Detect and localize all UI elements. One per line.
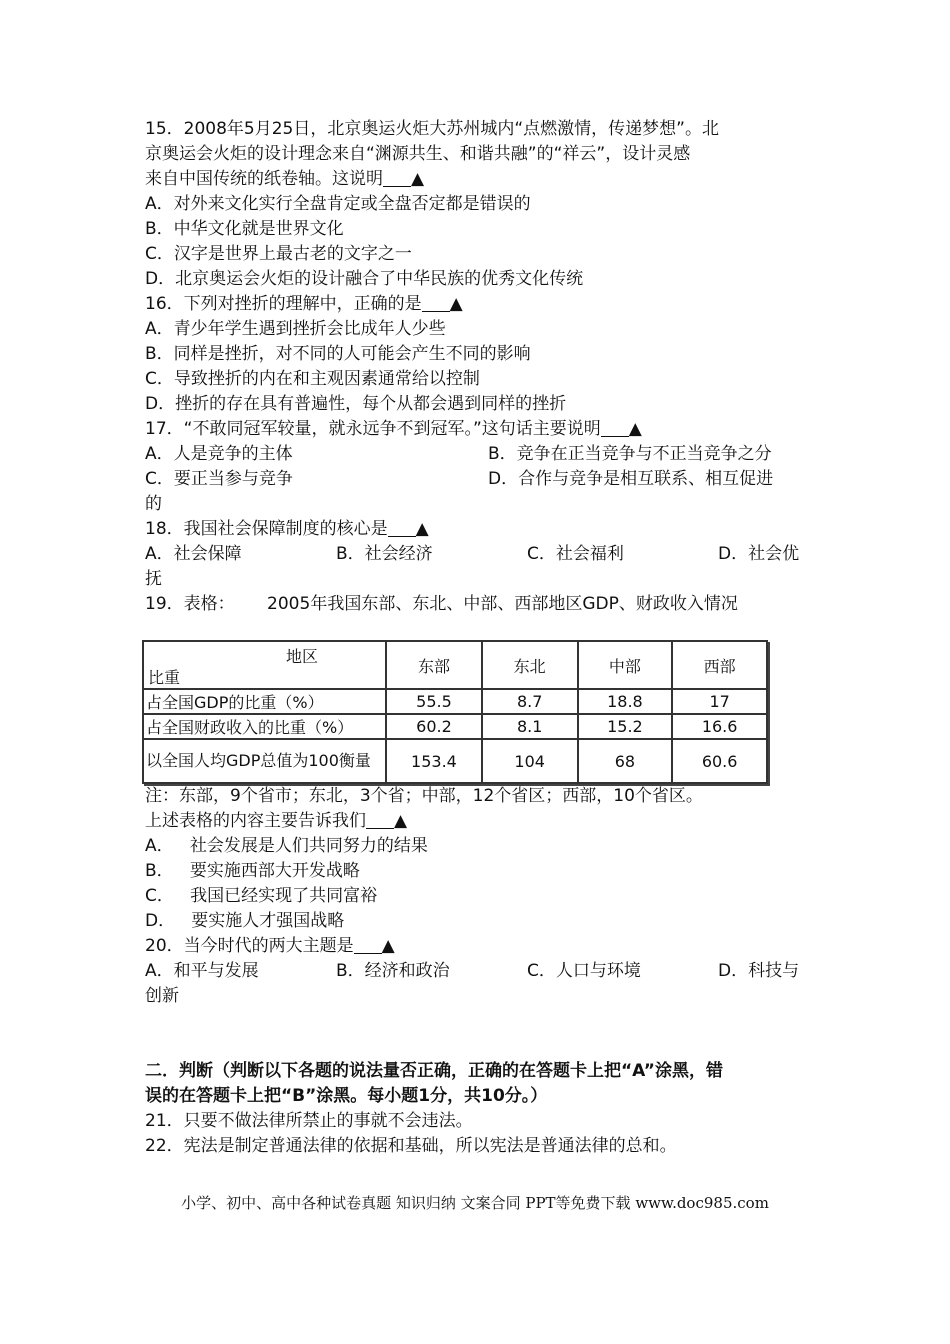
column-header-west: 西部 (672, 641, 767, 689)
q20-option-c: C．人口与环境 (527, 961, 641, 981)
q19-ask: 上述表格的内容主要告诉我们 ▲ (145, 811, 408, 831)
q19-option-b: B． 要实施西部大开发战略 (145, 861, 360, 881)
q17-option-d-continued: 的 (145, 494, 162, 514)
q19-option-a: A． 社会发展是人们共同努力的结果 (145, 836, 428, 856)
table-cell: 8.7 (482, 689, 578, 714)
q20-option-b: B．经济和政治 (336, 961, 450, 981)
answer-blank (601, 418, 629, 437)
corner-label-share: 比重 (148, 668, 181, 687)
answer-blank (354, 935, 382, 954)
q20-option-a: A．和平与发展 (145, 961, 259, 981)
q16-option-b: B．同样是挫折，对不同的人可能会产生不同的影响 (145, 344, 531, 364)
row-label: 占全国GDP的比重（%） (143, 689, 386, 714)
triangle-marker-icon: ▲ (449, 294, 463, 314)
q20-option-d-continued: 创新 (145, 986, 179, 1006)
table-cell: 60.2 (386, 714, 482, 739)
q18-option-c: C．社会福利 (527, 544, 624, 564)
triangle-marker-icon: ▲ (381, 936, 395, 956)
table-header-row (143, 641, 767, 689)
q15-option-d: D．北京奥运会火炬的设计融合了中华民族的优秀文化传统 (145, 269, 584, 289)
table-cell: 55.5 (386, 689, 482, 714)
answer-blank (366, 810, 394, 829)
q16-option-d: D．挫折的存在具有普遍性，每个从都会遇到同样的挫折 (145, 394, 567, 414)
q15-option-c: C．汉字是世界上最古老的文字之一 (145, 244, 412, 264)
q15-stem-line2: 京奥运会火炬的设计理念来自“渊源共生、和谐共融”的“祥云”，设计灵感 (145, 144, 691, 164)
q15-option-b: B．中华文化就是世界文化 (145, 219, 344, 239)
table-cell: 68 (578, 739, 673, 783)
section2-title-line1: 二．判断（判断以下各题的说法量否正确，正确的在答题卡上把“A”涂黑，错 (145, 1061, 723, 1081)
table-row (143, 714, 767, 739)
row-label: 占全国财政收入的比重（%） (143, 714, 386, 739)
q17-option-c: C．要正当参与竞争 (145, 469, 293, 489)
page-footer: 小学、初中、高中各种试卷真题 知识归纳 文案合同 PPT等免费下载 www.doc985.com (181, 1194, 769, 1212)
q19-stem: 19．表格： 2005年我国东部、东北、中部、西部地区GDP、财政收入情况 (145, 594, 738, 614)
triangle-marker-icon: ▲ (411, 169, 425, 189)
table-cell: 16.6 (672, 714, 767, 739)
triangle-marker-icon: ▲ (628, 419, 642, 439)
triangle-marker-icon: ▲ (415, 519, 429, 539)
q16-option-c: C．导致挫折的内在和主观因素通常给以控制 (145, 369, 480, 389)
column-header-central: 中部 (578, 641, 673, 689)
row-label: 以全国人均GDP总值为100衡量 (143, 739, 386, 783)
table-cell: 17 (672, 689, 767, 714)
table-corner-cell (143, 641, 386, 689)
q18-option-b: B．社会经济 (336, 544, 433, 564)
table-cell: 8.1 (482, 714, 578, 739)
section2-title-line2: 误的在答题卡上把“B”涂黑。每小题1分，共10分。） (145, 1086, 548, 1106)
q21-statement: 21．只要不做法律所禁止的事就不会违法。 (145, 1111, 473, 1131)
q15-stem-line1: 15．2008年5月25日，北京奥运火炬大苏州城内“点燃激情，传递梦想”。北 (145, 119, 719, 139)
corner-label-region: 地区 (286, 647, 319, 666)
table-cell: 18.8 (578, 689, 673, 714)
q18-option-d: D．社会优 (718, 544, 800, 564)
q17-option-a: A．人是竞争的主体 (145, 444, 293, 464)
answer-blank (388, 518, 416, 537)
q17-option-d: D．合作与竞争是相互联系、相互促进 (488, 469, 774, 489)
q18-stem: 18．我国社会保障制度的核心是 ▲ (145, 519, 429, 539)
q18-option-d-continued: 抚 (145, 569, 162, 589)
q15-stem-line3: 来自中国传统的纸卷轴。这说明 ▲ (145, 169, 425, 189)
table-row (143, 739, 767, 783)
column-header-northeast: 东北 (482, 641, 578, 689)
q20-stem: 20．当今时代的两大主题是 ▲ (145, 936, 395, 956)
q16-stem: 16．下列对挫折的理解中，正确的是 ▲ (145, 294, 463, 314)
triangle-marker-icon: ▲ (394, 811, 408, 831)
q19-option-d: D． 要实施人才强国战略 (145, 911, 345, 931)
q17-stem: 17．“不敢同冠军较量，就永远争不到冠军。”这句话主要说明 ▲ (145, 419, 642, 439)
q22-statement: 22．宪法是制定普通法律的依据和基础，所以宪法是普通法律的总和。 (145, 1136, 677, 1156)
q17-option-b: B．竞争在正当竞争与不正当竞争之分 (488, 444, 772, 464)
q19-option-c: C． 我国已经实现了共同富裕 (145, 886, 378, 906)
table-cell: 104 (482, 739, 578, 783)
table-note: 注：东部，9个省市；东北，3个省；中部，12个省区；西部，10个省区。 (145, 786, 703, 806)
q20-option-d: D．科技与 (718, 961, 800, 981)
answer-blank (422, 293, 450, 312)
table-row (143, 689, 767, 714)
q18-option-a: A．社会保障 (145, 544, 242, 564)
q16-option-a: A．青少年学生遇到挫折会比成年人少些 (145, 319, 446, 339)
column-header-east: 东部 (386, 641, 482, 689)
answer-blank (383, 168, 411, 187)
table-cell: 153.4 (386, 739, 482, 783)
table-cell: 60.6 (672, 739, 767, 783)
gdp-table (142, 640, 768, 784)
table-cell: 15.2 (578, 714, 673, 739)
q15-option-a: A．对外来文化实行全盘肯定或全盘否定都是错误的 (145, 194, 531, 214)
